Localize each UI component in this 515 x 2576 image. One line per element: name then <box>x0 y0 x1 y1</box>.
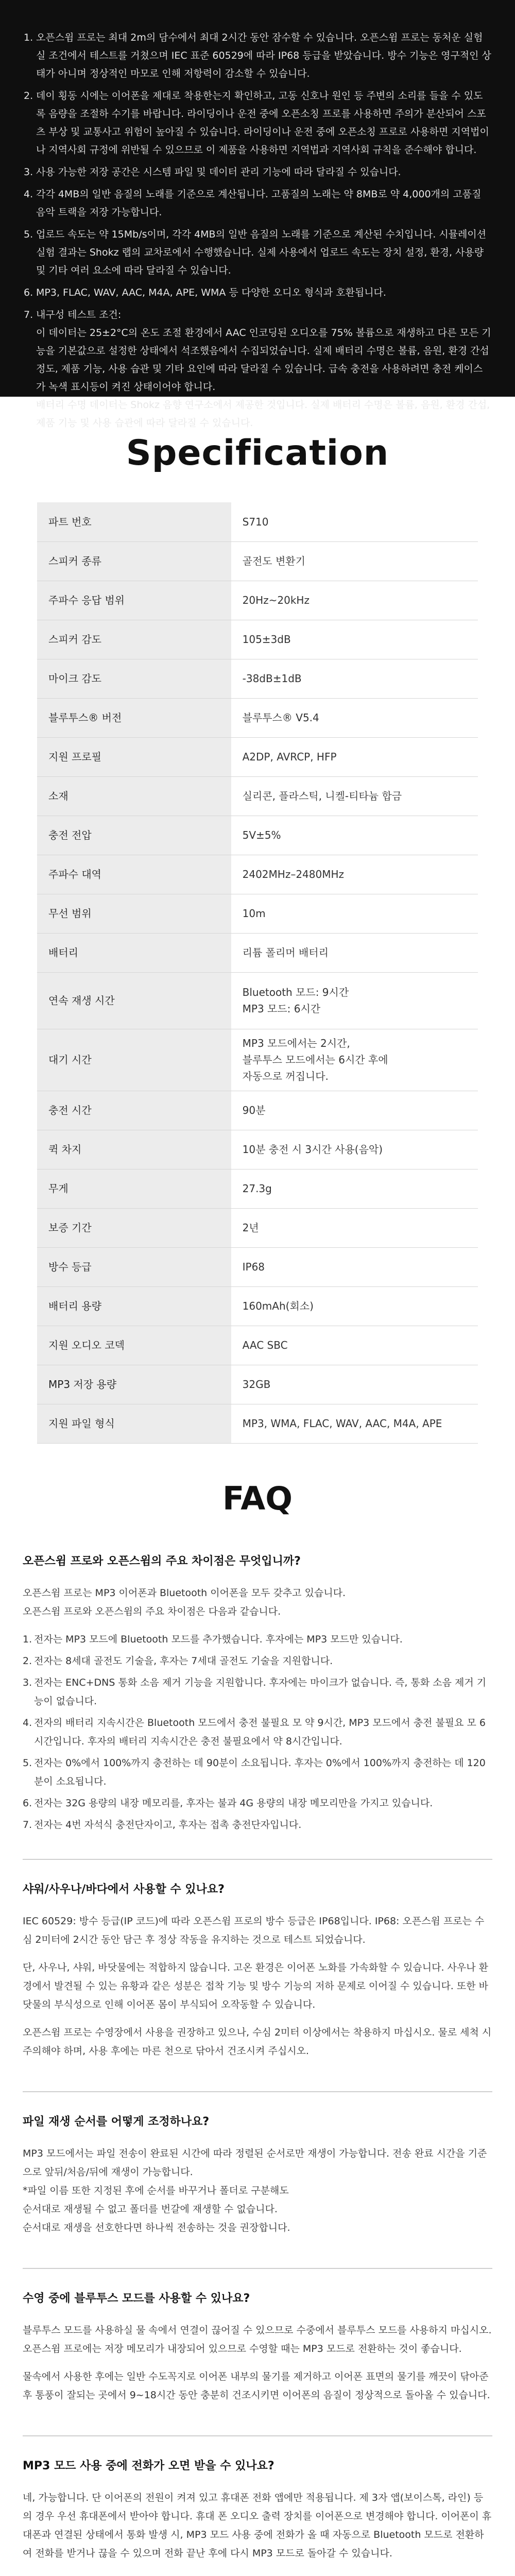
faq-answer-list-item <box>23 1816 492 1834</box>
footnote-text: MP3, FLAC, WAV, AAC, M4A, APE, WMA 등 다양한 오디오 형식과 호환됩니다. <box>36 287 386 298</box>
spec-key: 배터리 <box>37 933 231 972</box>
spec-value: 골전도 변환기 <box>231 541 478 581</box>
spec-key: 파트 번호 <box>37 502 231 541</box>
spec-key: 보증 기간 <box>37 1208 231 1247</box>
spec-row <box>37 1091 478 1130</box>
specification-section <box>0 397 515 1464</box>
footnote-item <box>24 306 491 432</box>
faq-section <box>0 1464 515 2576</box>
list-text: 전자는 0%에서 100%까지 충전하는 데 90분이 소요됩니다. 후자는 0%에서 100%까지 충전하는 데 120분이 소요됩니다. <box>34 1757 486 1787</box>
footnote-number: 6. <box>24 287 33 298</box>
spec-value: MP3, WMA, FLAC, WAV, AAC, M4A, APE <box>231 1404 478 1443</box>
spec-key: 방수 등급 <box>37 1247 231 1286</box>
footnote-text: 사용 가능한 저장 공간은 시스템 파일 및 데이터 관리 기능에 따라 달라질 수 있습니다. <box>36 166 401 178</box>
spec-value: 160mAh(회소) <box>231 1286 478 1326</box>
footnote-text: 업로드 속도는 약 15Mb/s이며, 각각 4MB의 일반 음질의 노래를 기준으로 계산된 수치입니다. 시뮬레이션 실험 결과는 Shokz 랩의 교차로에서 수행했습니다. 실제 사용에서 업로드 속도는 장치 설정, 환경, 사용량 및 기타 여러 요소에 따라 달라질 수 있습니다. <box>36 229 487 276</box>
footnote-number: 1. <box>24 32 33 43</box>
list-text: 전자는 32G 용량의 내장 메모리를, 후자는 불과 4G 용량의 내장 메모리만을 가지고 있습니다. <box>34 1797 433 1809</box>
specification-title: Specification <box>126 433 389 473</box>
spec-value: 10m <box>231 894 478 933</box>
spec-row <box>37 581 478 620</box>
faq-question: 샤워/사우나/바다에서 사용할 수 있나요? <box>23 1883 225 1896</box>
list-number: 6. <box>23 1797 32 1809</box>
footnotes-list <box>24 29 491 432</box>
spec-value: A2DP, AVRCP, HFP <box>231 737 478 776</box>
spec-row <box>37 659 478 698</box>
footnote-number: 3. <box>24 166 33 178</box>
spec-value: 27.3g <box>231 1169 478 1208</box>
faq-item <box>23 2091 492 2268</box>
faq-question: MP3 모드 사용 중에 전화가 오면 받을 수 있나요? <box>23 2459 274 2472</box>
footnote-text: 오픈스윔 프로는 최대 2m의 담수에서 최대 2시간 동안 잠수할 수 있습니다. 오픈스윔 프로는 동처운 실험실 조건에서 테스트를 거쳤으며 IEC 표준 60529에 따라 IP68 등급을 받았습니다. 방수 기능은 영구적인 상태가 아니며 정상적인 마모로 인해 저항력이 감소할 수 있습니다. <box>36 32 491 79</box>
footnote-number: 7. <box>24 309 33 320</box>
spec-row <box>37 1130 478 1169</box>
spec-key: 배터리 용량 <box>37 1286 231 1326</box>
spec-key: 충전 전압 <box>37 816 231 855</box>
spec-value: AAC SBC <box>231 1326 478 1365</box>
spec-key: 스피커 종류 <box>37 541 231 581</box>
spec-key: 스피커 감도 <box>37 620 231 659</box>
footnote-text: 데이 횡동 시에는 이어폰을 제대로 착용한는지 확인하고, 고동 신호나 원인 등 주변의 소리를 들을 수 있도록 음량을 조절하 수기를 바랍니다. 라이딩이나 운전 중에 오픈소칭 프로를 사용하면 주의가 분산되어 스포츠 부상 및 교통사고 위험이 높아질 수 있습니다. 라이딩이나 운전 중에 오픈소칭 프로로 사용하면 지역법이나 지역사회 규정에 위반될 수 있으므로 이 제품을 사용하면 지역법과 지역사회 규칙을 준수해야 합니다. <box>36 90 489 156</box>
spec-key: 지원 프로필 <box>37 737 231 776</box>
spec-row <box>37 855 478 894</box>
footnote-number: 4. <box>24 189 33 200</box>
faq-item <box>23 1532 492 1859</box>
spec-key: 연속 재생 시간 <box>37 972 231 1029</box>
spec-value: Bluetooth 모드: 9시간 MP3 모드: 6시간 <box>231 972 478 1029</box>
faq-answer-list-item <box>23 1754 492 1791</box>
spec-key: 무게 <box>37 1169 231 1208</box>
spec-key: 블루투스® 버전 <box>37 698 231 737</box>
list-text: 전자는 MP3 모드에 Bluetooth 모드를 추가했습니다. 후자에는 MP3 모드만 있습니다. <box>34 1633 403 1645</box>
faq-question: 수영 중에 블루투스 모드를 사용할 수 있나요? <box>23 2292 250 2305</box>
faq-answer-list-item <box>23 1630 492 1649</box>
spec-row <box>37 1029 478 1091</box>
spec-row <box>37 502 478 541</box>
spec-row <box>37 698 478 737</box>
footnote-text: 각각 4MB의 일반 음질의 노래를 기준으로 계산됩니다. 고품질의 노래는 약 8MB로 약 4,000개의 고품질 음악 트랙을 저장 가능합니다. <box>36 189 482 218</box>
spec-value: 10분 충전 시 3시간 사용(음악) <box>231 1130 478 1169</box>
list-number: 1. <box>23 1633 32 1645</box>
spec-row <box>37 933 478 972</box>
faq-answer-paragraph: 오픈스윔 프로는 MP3 이어폰과 Bluetooth 이어폰을 모두 갖추고 있습니다. 오픈스윔 프로와 오픈스윔의 주요 차이점은 다음과 같습니다. <box>23 1587 346 1617</box>
spec-key: 충전 시간 <box>37 1091 231 1130</box>
footnote-text: 내구성 테스트 조건: 이 데이터는 25±2°C의 온도 조절 환경에서 AAC 인코딩된 오디오를 75% 볼륨으로 재생하고 다른 모든 기능을 기본값으로 설정한 상태에서 석조했음에서 수집되었습니다. 실제 배터리 수명은 볼륨, 음원, 환경 간섭 정도, 제품 기능, 사용 습관 및 기타 요인에 따라 달라질 수 있습니다. 급속 충전을 사용하려면 충전 케이스가 녹색 표시등이 켜진 상태이어야 합니다. 배터리 수명 데이터는 Shokz 음향 연구소에서 제공한 것입니다. 실제 배터리 수명은 볼륨, 음원, 환경 간섭, 제품 기능 및 사용 습관에 따라 달라질 수 있습니다. <box>36 309 491 429</box>
faq-answer-paragraph: 물속에서 사용한 후에는 일반 수도꼭지로 이어폰 내부의 물기를 제거하고 이어폰 표면의 물기를 깨끗이 닦아준 후 통풍이 잘되는 곳에서 9~18시간 동안 충분히 건조시키면 이어폰의 음질이 정상적으로 돌아올 수 있습니다. <box>23 2370 490 2401</box>
faq-answer-list <box>23 1630 492 1834</box>
list-number: 2. <box>23 1655 32 1667</box>
faq-answer-list-item <box>23 1714 492 1751</box>
spec-value: S710 <box>231 502 478 541</box>
faq-list <box>23 1532 492 2576</box>
faq-item <box>23 1859 492 2091</box>
faq-answer-paragraph: MP3 모드에서는 파일 전송이 완료된 시간에 따라 정렬된 순서로만 재생이 가능합니다. 전송 완료 시간을 기준으로 앞뒤/처음/뒤에 재생이 가능합니다. *파일 이름 또한 지정된 후에 순서를 바꾸거나 폴더로 구분해도 순서대로 재생될 수 없고 폴더를 번갈에 재생할 수 없습니다. 순서대로 재생을 선호한다면 하나씩 전송하는 것을 권장합니다. <box>23 2147 487 2233</box>
faq-question: 오픈스윔 프로와 오픈스윔의 주요 차이점은 무엇입니까? <box>23 1554 301 1568</box>
spec-value: 2402MHz–2480MHz <box>231 855 478 894</box>
spec-key: 퀵 차지 <box>37 1130 231 1169</box>
footnote-item <box>24 284 491 302</box>
spec-value: 20Hz~20kHz <box>231 581 478 620</box>
spec-key: 마이크 감도 <box>37 659 231 698</box>
spec-key: 지원 파일 형식 <box>37 1404 231 1443</box>
list-number: 7. <box>23 1819 32 1831</box>
spec-key: 주파수 응답 범위 <box>37 581 231 620</box>
faq-item <box>23 2268 492 2435</box>
spec-value: IP68 <box>231 1247 478 1286</box>
faq-question: 파일 재생 순서를 어떻게 조정하나요? <box>23 2115 210 2128</box>
spec-key: 주파수 대역 <box>37 855 231 894</box>
spec-key: 지원 오디오 코덱 <box>37 1326 231 1365</box>
spec-row <box>37 1286 478 1326</box>
footnote-item <box>24 185 491 222</box>
spec-row <box>37 541 478 581</box>
spec-key: 소재 <box>37 776 231 816</box>
faq-title: FAQ <box>222 1479 293 1517</box>
spec-value: 90분 <box>231 1091 478 1130</box>
footnote-number: 2. <box>24 90 33 101</box>
footnote-number: 5. <box>24 229 33 240</box>
faq-answer-paragraph: IEC 60529: 방수 등급(IP 코드)에 따라 오픈스윔 프로의 방수 등급은 IP68입니다. IP68: 오픈스윔 프로는 수심 2미터에 2시간 동안 담근 후 정상 작동을 유지하는 것으로 테스트 되었습니다. <box>23 1915 485 1945</box>
faq-answer-paragraph: 블루투스 모드를 사용하실 물 속에서 연결이 끊어질 수 있으므로 수중에서 블루투스 모드를 사용하지 마십시오. 오픈스윔 프로에는 저장 메모리가 내장되어 있으므로 수영할 때는 MP3 모드로 전환하는 것이 좋습니다. <box>23 2324 492 2354</box>
spec-value: 2년 <box>231 1208 478 1247</box>
spec-key: 대기 시간 <box>37 1029 231 1091</box>
spec-key: 무선 범위 <box>37 894 231 933</box>
faq-answer-paragraph: 단, 사우나, 샤워, 바닷물에는 적합하지 않습니다. 고온 환경은 이어폰 노화를 가속화할 수 있습니다. 사우나 환경에서 발견될 수 있는 유황과 같은 성분은 접착 기능 및 방수 기능의 저하 문제로 이어질 수 있습니다. 또한 바닷물의 부식성으로 인해 이어폰 몸이 부식되어 오작동할 수 있습니다. <box>23 1961 488 2010</box>
spec-value: MP3 모드에서는 2시간, 블루투스 모드에서는 6시간 후에 자동으로 꺼집니다. <box>231 1029 478 1091</box>
spec-row <box>37 1326 478 1365</box>
faq-answer-paragraph: 네, 가능합니다. 단 이어폰의 전원이 켜져 있고 휴대폰 전화 앱에만 적용됩니다. 제 3자 앱(보이스톡, 라인) 등의 경우 우선 휴대폰에서 받아야 합니다. 휴대 폰 오디오 출력 장치를 이어폰으로 변경해야 합니다. 이어폰이 휴대폰과 연결된 상태에서 통화 발생 시, MP3 모드 사용 중에 전화가 올 때 자동으로 Bluetooth 모드로 전환하여 전화를 받거나 끊을 수 있으며 전화 끝난 후에 다시 MP3 모드로 돌아갈 수 있습니다. <box>23 2492 492 2559</box>
spec-value: 5V±5% <box>231 816 478 855</box>
spec-key: MP3 저장 용량 <box>37 1365 231 1404</box>
spec-row <box>37 972 478 1029</box>
list-number: 4. <box>23 1717 32 1728</box>
spec-value: 105±3dB <box>231 620 478 659</box>
faq-item <box>23 2435 492 2576</box>
spec-value: 블루투스® V5.4 <box>231 698 478 737</box>
spec-row <box>37 1365 478 1404</box>
faq-answer-list-item <box>23 1794 492 1812</box>
spec-value: 리튬 폴리머 배터리 <box>231 933 478 972</box>
spec-row <box>37 1404 478 1443</box>
list-text: 전자는 4번 자석식 충전단자이고, 후자는 접촉 충전단자입니다. <box>34 1819 302 1831</box>
footnote-item <box>24 29 491 83</box>
spec-row <box>37 1169 478 1208</box>
specification-table <box>37 502 478 1444</box>
spec-row <box>37 776 478 816</box>
spec-value: 실리콘, 플라스틱, 니켈-티타늄 합금 <box>231 776 478 816</box>
faq-answer-paragraph: 오픈스윔 프로는 수영장에서 사용을 권장하고 있으나, 수심 2미터 이상에서는 착용하지 마십시오. 물로 세척 시 주의해야 하며, 사용 후에는 마른 천으로 닦아서 건조시켜 주십시오. <box>23 2026 492 2057</box>
footnotes-section <box>0 0 515 429</box>
list-text: 전자는 ENC+DNS 통화 소음 제거 기능을 지원합니다. 후자에는 마이크가 없습니다. 즉, 통화 소음 제거 기능이 없습니다. <box>34 1676 487 1707</box>
faq-answer-list-item <box>23 1652 492 1670</box>
footnote-item <box>24 163 491 181</box>
spec-value: 32GB <box>231 1365 478 1404</box>
spec-row <box>37 1208 478 1247</box>
faq-answer-list-item <box>23 1673 492 1710</box>
footnote-item <box>24 226 491 280</box>
list-number: 5. <box>23 1757 32 1769</box>
spec-value: -38dB±1dB <box>231 659 478 698</box>
list-number: 3. <box>23 1676 32 1688</box>
spec-row <box>37 620 478 659</box>
spec-row <box>37 894 478 933</box>
footnote-item <box>24 87 491 159</box>
spec-row <box>37 816 478 855</box>
spec-row <box>37 737 478 776</box>
list-text: 전자는 8세대 골전도 기술을, 후자는 7세대 골전도 기술을 지원합니다. <box>34 1655 333 1667</box>
list-text: 전자의 배터리 지속시간은 Bluetooth 모드에서 충전 불필요 모 약 9시간, MP3 모드에서 충전 불필요 모 6시간입니다. 후자의 배터리 지속시간은 충전 불필요에서 약 8시간입니다. <box>34 1717 486 1747</box>
spec-row <box>37 1247 478 1286</box>
